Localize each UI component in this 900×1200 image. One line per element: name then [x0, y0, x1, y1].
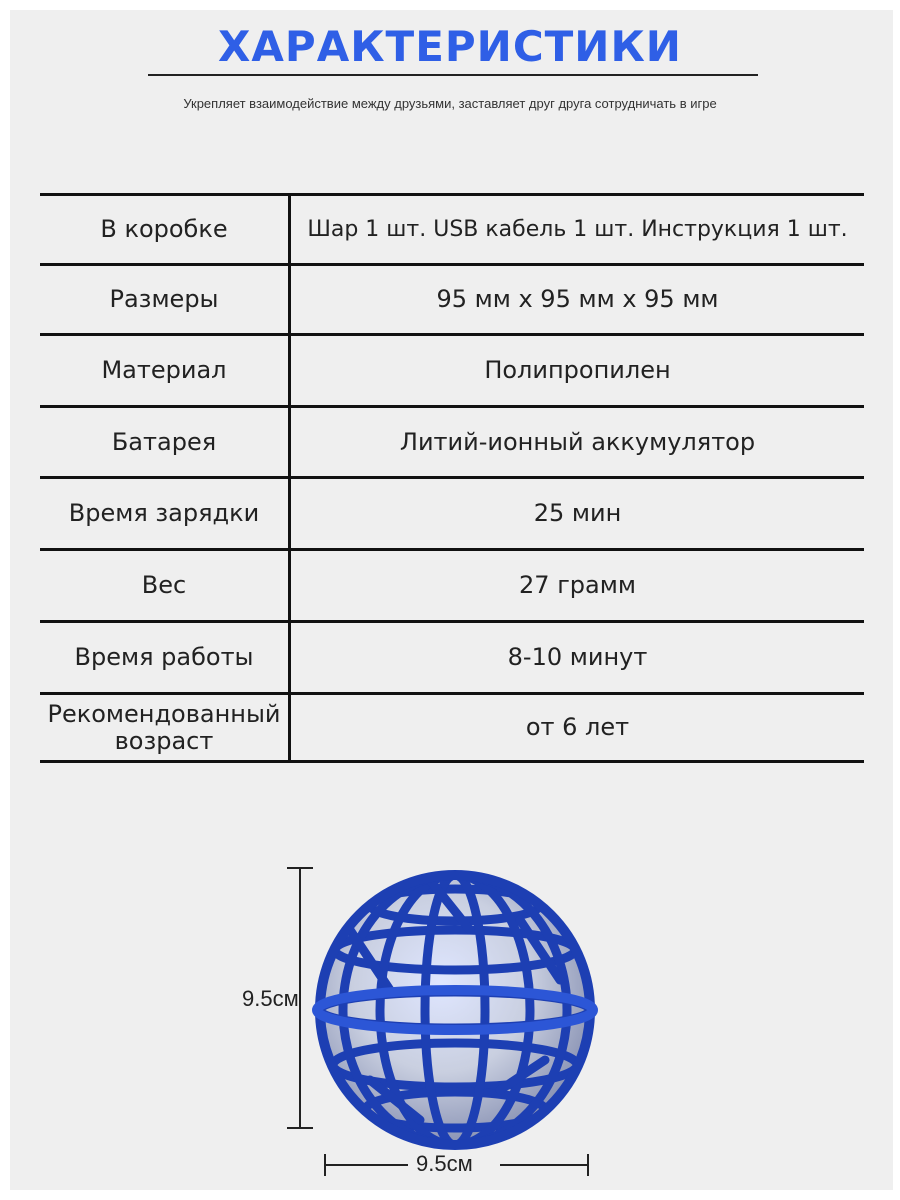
row-value: Литий-ионный аккумулятор — [399, 427, 756, 456]
table-row — [40, 479, 864, 551]
row-label: Размеры — [109, 285, 219, 313]
table-row — [40, 408, 864, 479]
title-divider — [148, 74, 758, 76]
table-row — [40, 551, 864, 623]
page-title: ХАРАКТЕРИСТИКИ — [218, 22, 682, 71]
table-row — [40, 336, 864, 408]
row-label: В коробке — [100, 215, 228, 243]
table-row — [40, 695, 864, 763]
table-row — [40, 623, 864, 695]
row-value: Шар 1 шт. USB кабель 1 шт. Инструкция 1 шт. — [307, 217, 848, 242]
row-label: Батарея — [111, 427, 217, 456]
row-label: Вес — [141, 571, 187, 599]
row-value: 8-10 минут — [507, 643, 648, 671]
row-value: Полипропилен — [484, 356, 671, 384]
row-value: 25 мин — [533, 499, 622, 527]
table-row — [40, 196, 864, 266]
row-label: Материал — [101, 356, 227, 384]
row-value: 95 мм х 95 мм х 95 мм — [436, 285, 719, 313]
row-label: Рекомендованный возраст — [47, 699, 281, 755]
height-label: 9.5см — [242, 986, 299, 1011]
table-row — [40, 266, 864, 336]
row-label: Время зарядки — [68, 499, 260, 527]
row-value: 27 грамм — [519, 571, 636, 599]
width-label: 9.5см — [416, 1151, 473, 1176]
row-label: Время работы — [74, 643, 254, 671]
page-subtitle: Укрепляет взаимодействие между друзьями, заставляет друг друга сотрудничать в игре — [183, 96, 717, 111]
row-value: от 6 лет — [525, 713, 630, 741]
table-column-divider — [288, 193, 291, 763]
